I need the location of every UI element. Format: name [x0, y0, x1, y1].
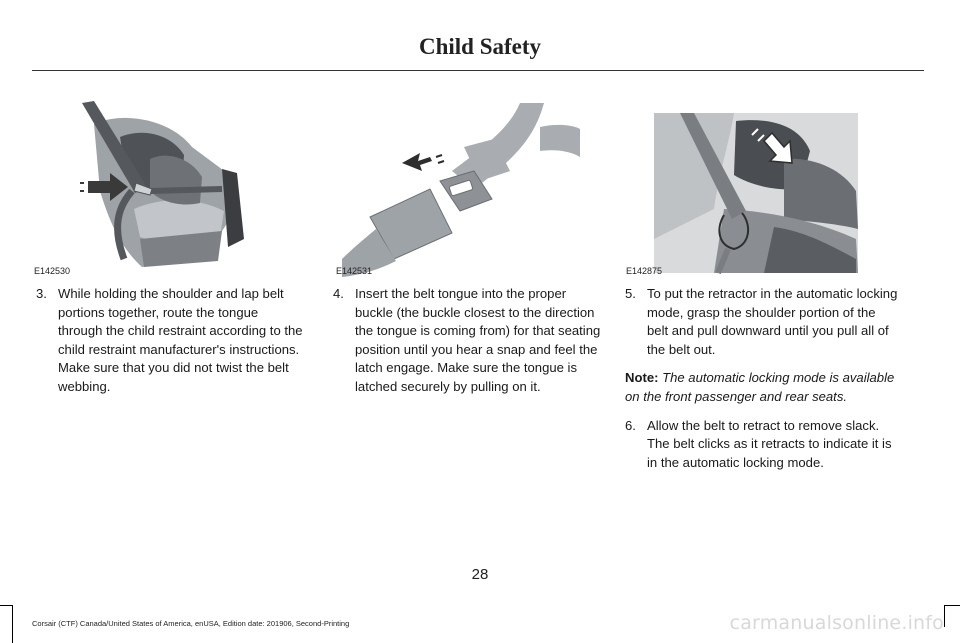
step-6	[625, 417, 900, 473]
figure-id-2: E142531	[336, 266, 373, 276]
step-number: 6.	[625, 417, 636, 433]
watermark: carmanualsonline.info	[729, 612, 944, 634]
step-5	[625, 285, 900, 359]
note-text: The automatic locking mode is available on the front passenger and rear seats.	[625, 370, 895, 404]
page-title: Child Safety	[418, 34, 542, 59]
figure-tongue-buckle	[334, 99, 607, 279]
column-right	[625, 285, 900, 482]
figure-child-seat-routing	[32, 99, 305, 279]
crop-mark	[944, 605, 960, 606]
step-text: While holding the shoulder and lap belt portions together, route the tongue through the child restraint according to the child restraint manufacturer's instructions. Make sure that you did not twist the belt webbing.	[58, 286, 303, 394]
crop-mark	[944, 605, 945, 627]
note-label: Note:	[625, 370, 659, 386]
page-number: 28	[471, 566, 489, 583]
step-text: Allow the belt to retract to remove slack. The belt clicks as it retracts to indicate it is in the automatic locking mode.	[647, 417, 892, 470]
crop-mark	[0, 605, 12, 606]
step-text: To put the retractor in the automatic locking mode, grasp the shoulder portion of the belt and pull downward until you pull all of the belt out.	[647, 286, 898, 357]
crop-mark	[12, 605, 13, 643]
column-left	[36, 285, 304, 407]
step-text: Insert the belt tongue into the proper buckle (the buckle closest to the direction the tongue is coming from) for that seating position until you hear a snap and feel the latch engage. Make sure the tongue is latched securely by pulling on it.	[355, 286, 601, 394]
belt-tongue-buckle-illustration	[334, 99, 607, 279]
figure-id-3: E142875	[626, 266, 663, 276]
step-number: 5.	[625, 286, 636, 301]
header-rule	[32, 70, 924, 71]
shoulder-belt-pull-illustration	[624, 99, 897, 279]
edition-footer: Corsair (CTF) Canada/United States of America, enUSA, Edition date: 201906, Second-Printing	[32, 619, 350, 628]
step-3	[36, 285, 304, 397]
column-middle	[333, 285, 605, 407]
figure-shoulder-pull	[624, 99, 897, 279]
note	[625, 369, 900, 406]
step-number: 4.	[333, 286, 344, 301]
figure-id-1: E142530	[34, 266, 71, 276]
step-number: 3.	[36, 286, 47, 301]
step-4	[333, 285, 605, 397]
child-seat-belt-routing-illustration	[32, 99, 305, 279]
